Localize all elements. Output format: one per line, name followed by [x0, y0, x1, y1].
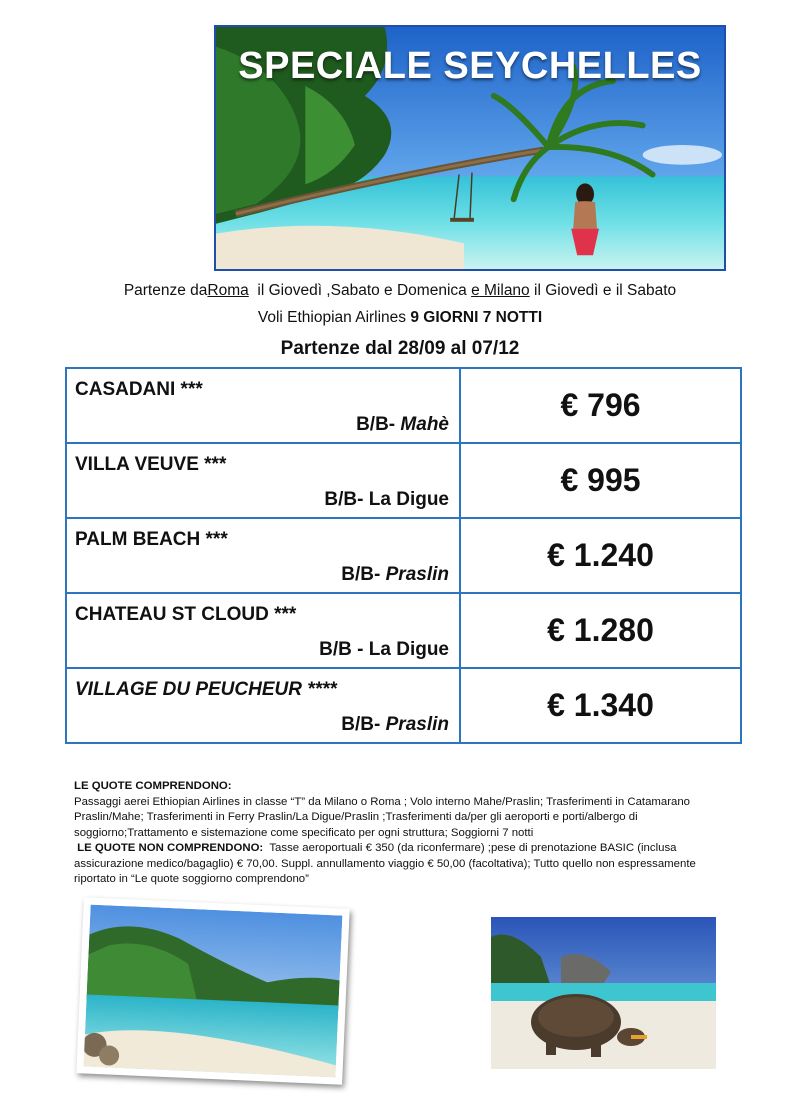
excluded-title: LE QUOTE NON COMPRENDONO:: [77, 842, 264, 854]
hero-title: SPECIALE SEYCHELLES: [238, 45, 702, 87]
hotel-name: CASADANI ***: [75, 379, 203, 400]
departure-city-rome: Roma: [207, 282, 249, 299]
hotel-location: La Digue: [368, 639, 449, 660]
hero-banner: [214, 25, 726, 271]
hotel-cell: [66, 593, 460, 668]
departure-days-rome: il Giovedì ,Sabato e Domenica: [257, 282, 467, 299]
departure-days-milan: il Giovedì e il Sabato: [534, 282, 677, 299]
table-row: [66, 593, 741, 668]
hotel-location: Praslin: [385, 714, 449, 735]
period-line: Partenze dal 28/09 al 07/12: [280, 338, 520, 359]
price-cell: € 1.340: [460, 668, 741, 743]
flight-duration: 9 GIORNI 7 NOTTI: [410, 309, 543, 326]
hotel-meal-plan: [341, 564, 449, 586]
hotel-cell: [66, 368, 460, 443]
hotel-cell: [66, 518, 460, 593]
included-title: LE QUOTE COMPRENDONO:: [74, 780, 232, 792]
table-row: [66, 518, 741, 593]
hotel-name: VILLAGE DU PEUCHEUR ****: [75, 679, 337, 700]
hotel-location: Praslin: [385, 564, 449, 585]
notes-block: [74, 779, 734, 888]
price-cell: € 1.240: [460, 518, 741, 593]
price-cell: € 995: [460, 443, 741, 518]
included-text: Passaggi aerei Ethiopian Airlines in classe “T” da Milano o Roma ; Volo interno Mahe/Praslin; Trasferimenti in Catamarano Praslin/Mahe; Trasferimenti in Ferry Praslin/La Digue/Praslin ;Trasferimenti da/per gli aeroporti e porti/albergo di soggiorno;Trattamento e sistemazione come specificato per ogni struttura; Soggiorni 7 notti: [74, 795, 691, 839]
hotel-meal-plan: [319, 639, 449, 661]
hotel-meal-plan: [341, 714, 449, 736]
excluded-text: Tasse aeroportuali € 350 (da riconfermare) ;pese di prenotazione BASIC (inclusa assicurazione medico/bagaglio) € 70,00. Suppl. annullamento viaggio € 50,00 (facoltativa); Tutto quello non espressamente riportato in “Le quote soggiorno comprendono”: [74, 842, 696, 885]
price-table: [65, 367, 742, 744]
table-row: [66, 668, 741, 743]
departures-line: [0, 282, 800, 300]
departures-prefix: Partenze da: [123, 282, 208, 299]
price-cell: € 1.280: [460, 593, 741, 668]
hotel-name: CHATEAU ST CLOUD ***: [75, 604, 297, 625]
table-row: [66, 368, 741, 443]
hotel-name: VILLA VEUVE ***: [75, 454, 227, 475]
tortoise-photo: [491, 917, 716, 1069]
hotel-location: Mahè: [400, 414, 449, 435]
hotel-cell: [66, 668, 460, 743]
flight-line: [0, 309, 800, 327]
meal-plan-code: B/B-: [356, 414, 396, 435]
tortoise-beach-image: [491, 917, 716, 1069]
hotel-location: La Digue: [368, 489, 449, 510]
hotel-cell: [66, 443, 460, 518]
departure-city-milan: Milano: [484, 282, 530, 299]
meal-plan-code: B/B-: [324, 489, 364, 510]
flight-airline: Voli Ethiopian Airlines: [257, 309, 407, 326]
hotel-meal-plan: [356, 414, 449, 436]
beach-photo-left: [76, 897, 349, 1084]
hotel-meal-plan: [324, 489, 449, 511]
table-row: [66, 443, 741, 518]
meal-plan-code: B/B-: [341, 714, 381, 735]
cove-beach-image: [84, 905, 343, 1078]
meal-plan-code: B/B-: [341, 564, 381, 585]
meal-plan-code: B/B -: [319, 639, 364, 660]
departures-and: e: [471, 282, 480, 299]
hotel-name: PALM BEACH ***: [75, 529, 228, 550]
price-cell: € 796: [460, 368, 741, 443]
